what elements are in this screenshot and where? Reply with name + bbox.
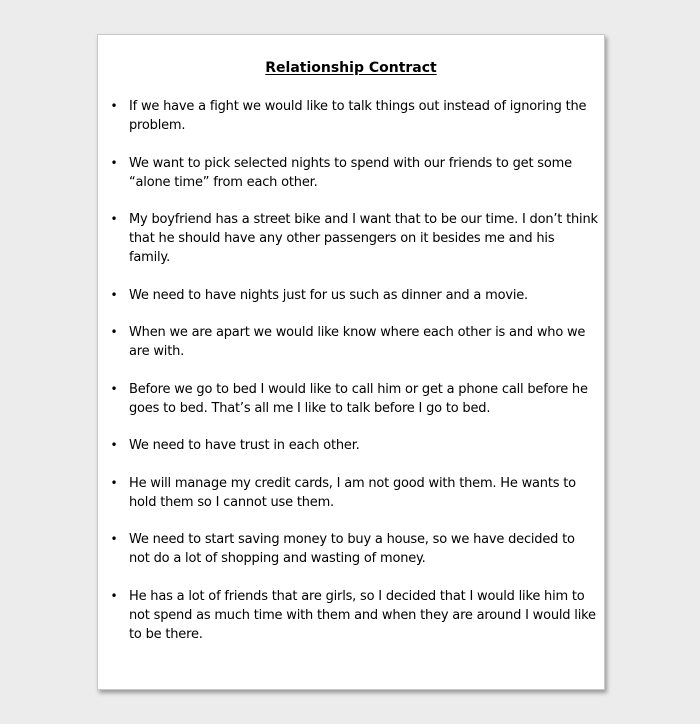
list-item-text: We need to start saving money to buy a house, so we have decided to not do a lot of shopping and wasting of money. — [129, 532, 575, 566]
list-item-text: Before we go to bed I would like to call him or get a phone call before he goes to bed. That’s all me I like to talk before I go to bed. — [129, 381, 588, 416]
bullet-icon: • — [110, 381, 118, 396]
list-item — [98, 380, 606, 418]
list-item — [98, 530, 606, 568]
list-item — [98, 97, 606, 135]
list-item-text: When we are apart we would like know where each other is and who we are with. — [129, 325, 586, 359]
list-item-text: We need to have nights just for us such as dinner and a movie. — [129, 287, 528, 303]
bullet-icon: • — [110, 475, 118, 490]
list-item-text: My boyfriend has a street bike and I want that to be our time. I don’t think that he should have any other passengers on it besides me and his family. — [129, 212, 598, 265]
list-item — [98, 323, 606, 361]
list-item — [98, 436, 606, 455]
list-item — [98, 286, 606, 305]
list-item — [98, 587, 606, 644]
bullet-icon: • — [110, 325, 118, 339]
list-item-text: If we have a fight we would like to talk things out instead of ignoring the problem. — [129, 99, 587, 133]
document-page — [97, 34, 605, 690]
list-item-text: We want to pick selected nights to spend with our friends to get some “alone time” from each other. — [129, 155, 572, 190]
list-item — [98, 210, 606, 267]
bullet-icon: • — [110, 155, 118, 170]
document-title: Relationship Contract — [265, 60, 437, 76]
contract-list — [98, 97, 606, 662]
bullet-icon: • — [110, 99, 118, 113]
list-item — [98, 474, 606, 512]
list-item-text: We need to have trust in each other. — [129, 438, 360, 453]
bullet-icon: • — [110, 212, 118, 226]
bullet-icon: • — [110, 438, 118, 452]
bullet-icon: • — [110, 532, 118, 546]
list-item-text: He will manage my credit cards, I am not good with them. He wants to hold them so I cannot use them. — [129, 475, 576, 510]
list-item-text: He has a lot of friends that are girls, so I decided that I would like him to not spend as much time with them and when they are around I would like to be there. — [129, 588, 596, 642]
bullet-icon: • — [110, 588, 118, 603]
bullet-icon: • — [110, 287, 118, 302]
list-item — [98, 154, 606, 192]
